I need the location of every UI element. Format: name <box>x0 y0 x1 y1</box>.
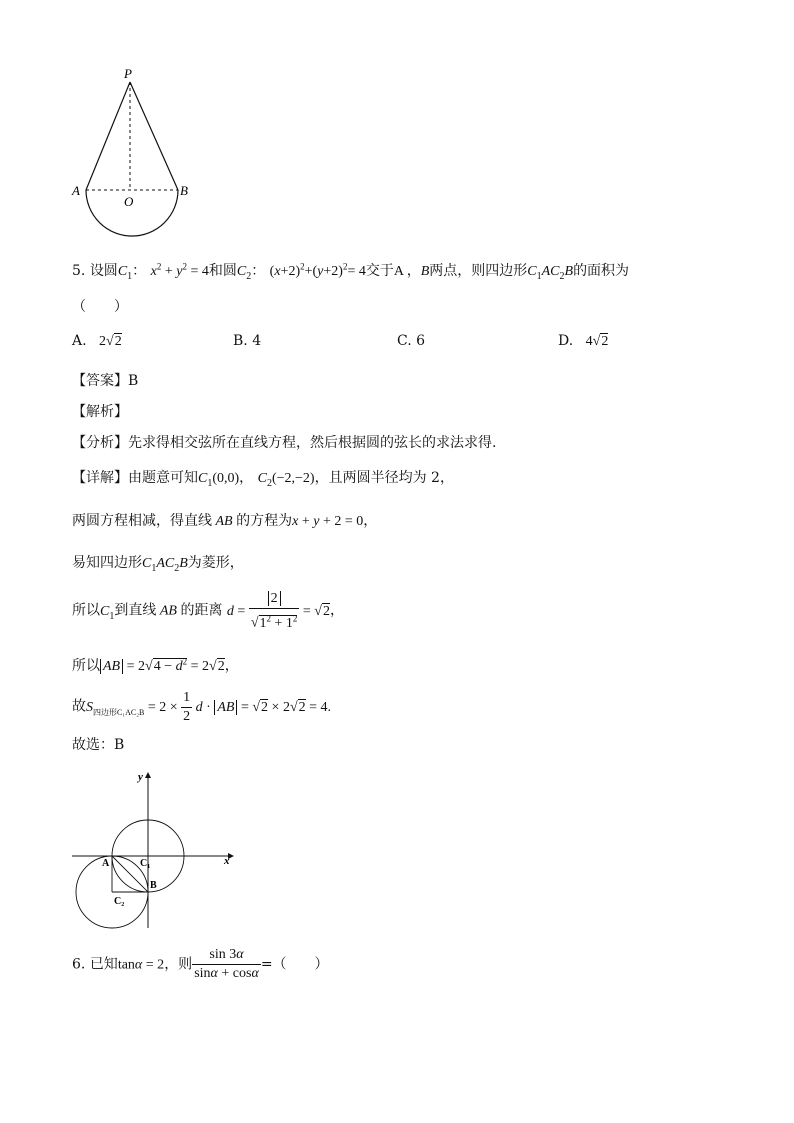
c1-3: $C_1$ <box>100 603 115 622</box>
q5-option-a-value: 2√2 <box>99 334 122 349</box>
q6-tan: tanα = 2 <box>117 957 165 973</box>
coord-label-c2: C₂ <box>114 896 125 907</box>
cone-figure <box>70 62 200 244</box>
label-a: A <box>72 183 80 198</box>
xiangjie-text1: 由题意可知 <box>128 470 198 486</box>
q5-eq1: $x^2 + y^2 = 4$ <box>150 261 209 279</box>
q5-and: 和圆 <box>208 263 237 279</box>
coord-label-b: B <box>150 880 157 891</box>
coord-label-a: A <box>102 858 110 869</box>
q5-pa: A ， <box>393 264 421 279</box>
fenxi-text: 先求得相交弦所在直线方程，然后根据圆的弦长的求法求得. <box>128 435 497 451</box>
q5-colon1: ： <box>132 263 147 279</box>
answer-value: B <box>128 373 139 389</box>
xiangjie-tag: 【详解】 <box>72 470 128 486</box>
xiangjie-text2: ，且两圆半径均为 2， <box>314 470 454 486</box>
q5-option-d-value: 4√2 <box>585 334 609 349</box>
q5-quad: $C_1AC_2B$ <box>527 264 574 282</box>
q5-pb: B <box>420 264 430 279</box>
line-chord: 所以 AB = $2√4 - d^2 = 2√2$， <box>72 656 239 674</box>
q5-option-b: B. 4 <box>233 333 262 349</box>
area-formula: $S_{四边形C_1AC_2B} = 2$ × $\frac{1}{2}$ d · AB = √2 × 2√2 = 4. <box>86 690 332 724</box>
xiangjie-line: 【详解】由题意可知$C_1(0,0)$， $C_2(-2,-2)$，且两圆半径均为 2， <box>72 470 454 489</box>
label-b: B <box>180 183 188 198</box>
q6-stem <box>72 946 329 983</box>
label-o: O <box>124 194 134 209</box>
c1-coord: $C_1(0,0)$ <box>198 471 240 489</box>
quad-2: $C_1AC_2B$ <box>142 556 188 574</box>
q5-option-a: A. 2√2 <box>72 333 122 349</box>
axis-y-label: y <box>138 771 143 783</box>
q5-eq2: $(x+2)^2+(y+2)^2= 4$ <box>269 261 366 279</box>
fenxi-tag: 【分析】 <box>72 435 128 451</box>
coordinate-figure <box>68 768 238 930</box>
line-subtract: 两圆方程相减，得直线 AB 的方程为x + y + 2 = 0， <box>72 513 378 529</box>
axis-x-label: x <box>224 855 230 867</box>
c2-coord: $C_2(-2,-2)$ <box>257 471 315 489</box>
dist-formula: d = $\frac{2}{√1^2 + 1^2}$ = √2 <box>226 591 330 631</box>
q5-colon2: ： <box>251 263 266 279</box>
q5-prefix: 设圆 <box>89 263 118 279</box>
line-distance: 所以$C_1$到直线 AB 的距离 d = $\frac{2}{√1^2 + 1^2}$ = √2， <box>72 591 344 631</box>
label-p: P <box>124 66 132 81</box>
q5-intersect: 交于 <box>365 263 394 279</box>
q6-text1: 已知 <box>89 956 118 973</box>
line-area: 故$S_{四边形C_1AC_2B} = 2$ × $\frac{1}{2}$ d · AB = √2 × 2√2 = 4. <box>72 690 332 724</box>
line-rhombus: 易知四边形$C_1AC_2B$为菱形， <box>72 555 244 574</box>
q5-option-c: C. 6 <box>397 333 426 349</box>
analysis-tag: 【解析】 <box>72 404 128 420</box>
fenxi-line <box>72 432 496 452</box>
ab-1: AB <box>212 514 237 529</box>
q6-text2: ，则 <box>164 956 193 973</box>
answer-tag: 【答案】 <box>72 373 128 389</box>
q5-c2: $C_2$ <box>236 264 252 282</box>
q5-option-d: D. 4√2 <box>558 333 609 349</box>
coord-label-c1: C₁ <box>140 858 151 869</box>
q6-fraction: $\frac{\sin 3\alpha}{\sin\alpha + \cos\alpha}$ <box>194 947 259 981</box>
q5-c1: $C_1$ <box>117 264 133 282</box>
line-eq: x + y + 2 = 0 <box>292 514 364 529</box>
q6-number: 6. <box>72 956 86 973</box>
chord-formula: AB = $2√4 - d^2 = 2√2$ <box>100 658 225 674</box>
ab-3: AB <box>156 603 181 619</box>
q6-paren: =（ ） <box>260 956 329 973</box>
q5-two: 两点，则四边形 <box>429 263 528 279</box>
q5-number: 5. <box>72 263 86 279</box>
q5-paren: （ ） <box>72 299 128 315</box>
q5-stem <box>72 260 629 282</box>
choose-line: 故选：B <box>72 737 125 753</box>
answer-line <box>72 370 138 390</box>
q5-area: 的面积为 <box>573 263 630 279</box>
